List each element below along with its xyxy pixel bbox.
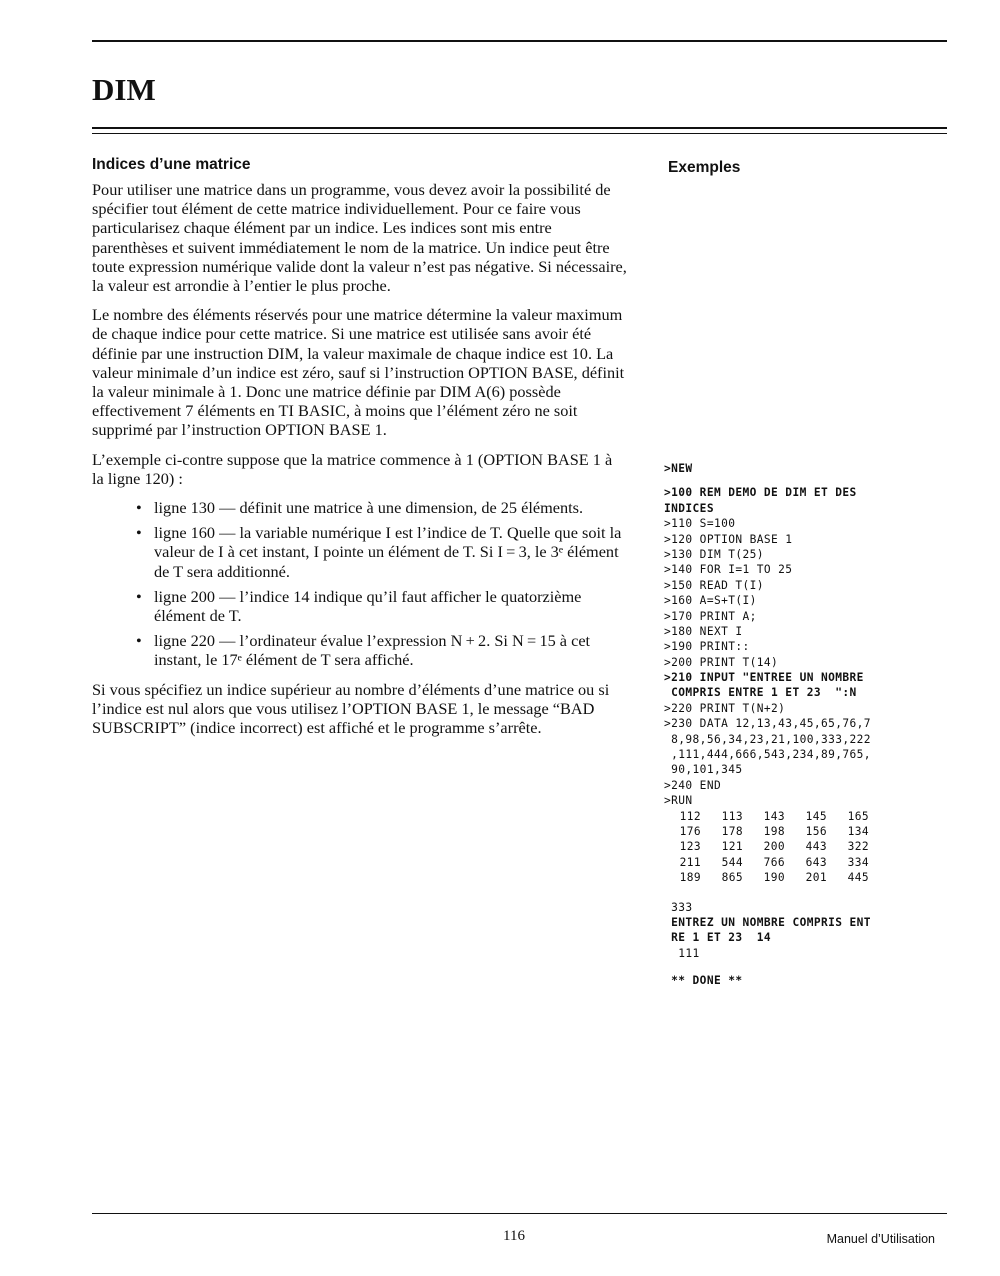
code-line: >180 NEXT I [664, 624, 743, 638]
code-line: >130 DIM T(25) [664, 547, 764, 561]
bullet-item: • ligne 130 — définit une matrice à une dimension, de 25 éléments. [154, 498, 627, 517]
footer-rule [92, 1213, 947, 1214]
output-row [674, 839, 869, 854]
title-rule-thin [92, 133, 947, 134]
output-cell: 143 [763, 809, 785, 823]
output-row [674, 855, 869, 870]
code-line: ,111,444,666,543,234,89,765, [664, 748, 871, 762]
code-line: >240 END [664, 778, 722, 792]
output-cell: 211 [679, 855, 701, 869]
output-cell: 156 [805, 825, 827, 838]
paragraph-1: Pour utiliser une matrice dans un programme, vous devez avoir la possibilité de spécifier tout élément de cette matrice individuellement. Pour ce faire vous particularisez chaque élément par un indice. Les indices sont mis entre parenthèses et suivent immédiatement le nom de la matrice. Un indice peut être toute expression numérique valide dont la valeur n’est pas négative. Si nécessaire, la valeur est arrondie à l’entier le plus proche. [92, 180, 627, 296]
bullet-item: • ligne 200 — l’indice 14 indique qu’il faut afficher le quatorzième élément de T. [154, 587, 627, 625]
code-line: >190 PRINT:: [664, 640, 750, 654]
page-title: DIM [92, 72, 156, 107]
output-row [674, 824, 869, 839]
output-cell: 145 [805, 809, 827, 823]
code-line: >170 PRINT A; [664, 609, 757, 623]
bullet-list [92, 498, 627, 670]
paragraph-4: Si vous spécifiez un indice supérieur au nombre d’éléments d’une matrice ou si l’indice est nul alors que vous utilisez l’OPTION BASE 1, le message “BAD SUBSCRIPT” (indice incorrect) est affiché et le programme s’arrête. [92, 679, 610, 738]
code-line: >110 S=100 [664, 517, 736, 531]
output-line: 111 [664, 946, 700, 960]
bullet-item: • ligne 220 — l’ordinateur évalue l’expression N + 2. Si N = 15 à cet instant, le 17ᵉ élément de T sera affiché. [154, 631, 627, 669]
output-cell: 766 [763, 855, 785, 869]
output-cell: 134 [847, 825, 869, 838]
output-cell: 113 [721, 809, 743, 823]
code-line: >140 FOR I=1 TO 25 [664, 563, 793, 577]
code-line: >210 INPUT "ENTREE UN NOMBRE [664, 671, 864, 685]
code-line: >230 DATA 12,13,43,45,65,76,7 [664, 717, 871, 731]
output-row [674, 870, 869, 885]
paragraph-2: Le nombre des éléments réservés pour une matrice détermine la valeur maximum de chaque indice pour cette matrice. Si une matrice est utilisée sans avoir été définie par une instruction DIM, la valeur maximale de chaque indice est 10. La valeur minimale d’un indice est zéro, sauf si l’instruction OPTION BASE, définit la valeur minimale à 1. Donc une matrice définie par DIM A(6) possède effectivement 7 éléments en TI BASIC, à moins que l’élément zéro ne soit supprimé par l’instruction OPTION BASE 1. [92, 305, 625, 440]
code-line: >200 PRINT T(14) [664, 655, 779, 669]
output-cell: 121 [721, 840, 743, 854]
code-line: >160 A=S+T(I) [664, 594, 757, 608]
top-rule [92, 40, 947, 42]
output-cell: 176 [679, 825, 701, 838]
output-cell: 201 [805, 871, 827, 885]
output-cell: 445 [847, 871, 869, 885]
code-line: >220 PRINT T(N+2) [664, 701, 786, 715]
output-cell: 334 [847, 855, 869, 869]
output-cell: 178 [721, 825, 743, 838]
output-cell: 165 [847, 809, 869, 823]
output-cell: 643 [805, 855, 827, 869]
code-line: INDICES [664, 501, 714, 515]
output-cell: 200 [763, 840, 785, 854]
title-rule [92, 127, 947, 129]
output-cell: 112 [679, 809, 701, 823]
page-number: 116 [503, 1228, 525, 1244]
code-line: >120 OPTION BASE 1 [664, 532, 793, 546]
output-cell: 322 [847, 840, 869, 854]
section-heading: Indices d’une matrice [92, 156, 251, 173]
code-line: 8,98,56,34,23,21,100,333,222 [664, 732, 871, 746]
output-cell: 865 [721, 871, 743, 885]
code-line: 90,101,345 [664, 763, 743, 777]
output-cell: 189 [679, 871, 701, 885]
body-text [92, 180, 627, 747]
output-cell: 198 [763, 825, 785, 838]
footer-label: Manuel d’Utilisation [826, 1232, 935, 1246]
examples-heading: Exemples [668, 159, 741, 176]
bullet-item: • ligne 160 — la variable numérique I est l’indice de T. Quelle que soit la valeur de I à cet instant, I pointe un élément de T. Si I = 3, le 3ᵉ élément de T sera additionné. [154, 523, 627, 581]
code-line: >100 REM DEMO DE DIM ET DES [664, 486, 857, 500]
code-example [664, 461, 964, 989]
code-line-new: >NEW [664, 462, 693, 475]
output-cell: 123 [679, 840, 701, 854]
output-cell: 190 [763, 871, 785, 885]
run-output-table [674, 809, 869, 886]
output-line: ENTREZ UN NOMBRE COMPRIS ENT [664, 916, 871, 930]
code-line: COMPRIS ENTRE 1 ET 23 ":N [664, 686, 857, 700]
output-cell: 544 [721, 855, 743, 869]
output-cell: 443 [805, 840, 827, 854]
code-line: >150 READ T(I) [664, 578, 764, 592]
output-line: RE 1 ET 23 14 [664, 931, 772, 945]
paragraph-3: L’exemple ci-contre suppose que la matrice commence à 1 (OPTION BASE 1 à la ligne 120) : [92, 449, 613, 488]
output-row [674, 809, 869, 824]
code-line: >RUN [664, 794, 693, 808]
output-line: 333 [664, 900, 693, 914]
done-line: ** DONE ** [664, 974, 743, 988]
